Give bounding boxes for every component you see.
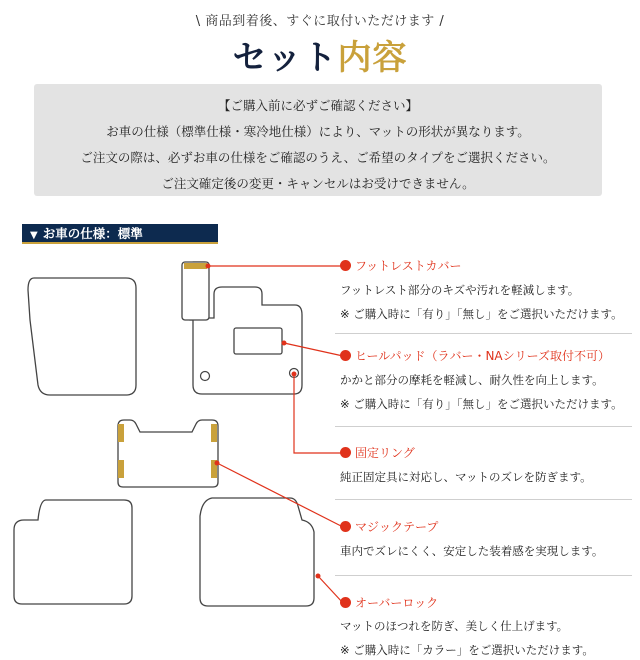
velcro-strip — [118, 460, 124, 478]
feature-velcro — [340, 519, 640, 563]
feature-desc: フットレスト部分のキズや汚れを軽減します。 — [340, 283, 580, 297]
feature-footrest — [340, 258, 640, 326]
feature-desc: 車内でズレにくく、安定した装着感を実現します。 — [340, 544, 604, 558]
heel-pad — [234, 328, 282, 354]
notice-line: お車の仕様（標準仕様・寒冷地仕様）により、マットの形状が異なります。 — [106, 124, 530, 139]
spec-label-text: お車の仕様：標準 — [42, 226, 143, 241]
bullet-dot-icon — [340, 521, 351, 532]
mat-rear-center — [118, 420, 218, 487]
bullet-dot-icon — [340, 350, 351, 361]
feature-note: ※ ご購入時に「カラー」をご選択いただけます。 — [340, 643, 594, 657]
mat-front-left — [28, 278, 136, 395]
velcro-strip — [118, 424, 124, 442]
mat-rear-left — [14, 500, 132, 604]
feature-title: ヒールパッド（ラバー・NAシリーズ取付不可） — [355, 349, 611, 363]
notice-heading: 【ご購入前に必ずご確認ください】 — [217, 98, 418, 113]
divider — [335, 575, 632, 576]
footrest-cover — [182, 262, 209, 320]
leader-dot — [292, 372, 297, 377]
feature-title: 固定リング — [355, 446, 415, 460]
divider — [335, 426, 632, 427]
page-title-part2: 内容 — [337, 38, 408, 78]
bullet-dot-icon — [340, 597, 351, 608]
fixing-ring-left — [201, 372, 210, 381]
footrest-velcro — [184, 263, 207, 269]
divider — [335, 499, 632, 500]
leader-dot — [282, 341, 287, 346]
notice-line: ご注文の際は、必ずお車の仕様をご確認のうえ、ご希望のタイプをご選択ください。 — [80, 150, 556, 165]
leader-line — [217, 463, 343, 527]
feature-fixing-ring — [340, 445, 640, 489]
feature-overlock — [340, 595, 640, 660]
feature-desc: かかと部分の摩耗を軽減し、耐久性を向上します。 — [340, 373, 604, 387]
triangle-down-icon: ▼ — [30, 230, 38, 241]
feature-desc: マットのほつれを防ぎ、美しく仕上げます。 — [340, 619, 569, 633]
bullet-dot-icon — [340, 447, 351, 458]
feature-title: マジックテープ — [355, 520, 439, 534]
leader-line — [284, 343, 343, 356]
feature-title: オーバーロック — [355, 596, 439, 610]
velcro-strip — [211, 424, 217, 442]
leader-dot — [206, 264, 211, 269]
bullet-dot-icon — [340, 260, 351, 271]
feature-title: フットレストカバー — [355, 259, 462, 273]
page-title-part1: セット — [232, 38, 338, 78]
leader-dot — [316, 574, 321, 579]
notice-line: ご注文確定後の変更・キャンセルはお受けできません。 — [161, 176, 475, 191]
page-subtitle: \ 商品到着後、すぐに取付いただけます / — [195, 14, 445, 29]
feature-note: ※ ご購入時に「有り」「無し」をご選択いただけます。 — [340, 307, 623, 321]
feature-note: ※ ご購入時に「有り」「無し」をご選択いただけます。 — [340, 397, 623, 411]
mat-rear-right — [200, 498, 314, 606]
feature-desc: 純正固定具に対応し、マットのズレを防ぎます。 — [340, 470, 592, 484]
divider — [335, 333, 632, 334]
leader-dot — [215, 461, 220, 466]
feature-heel-pad — [340, 348, 640, 416]
